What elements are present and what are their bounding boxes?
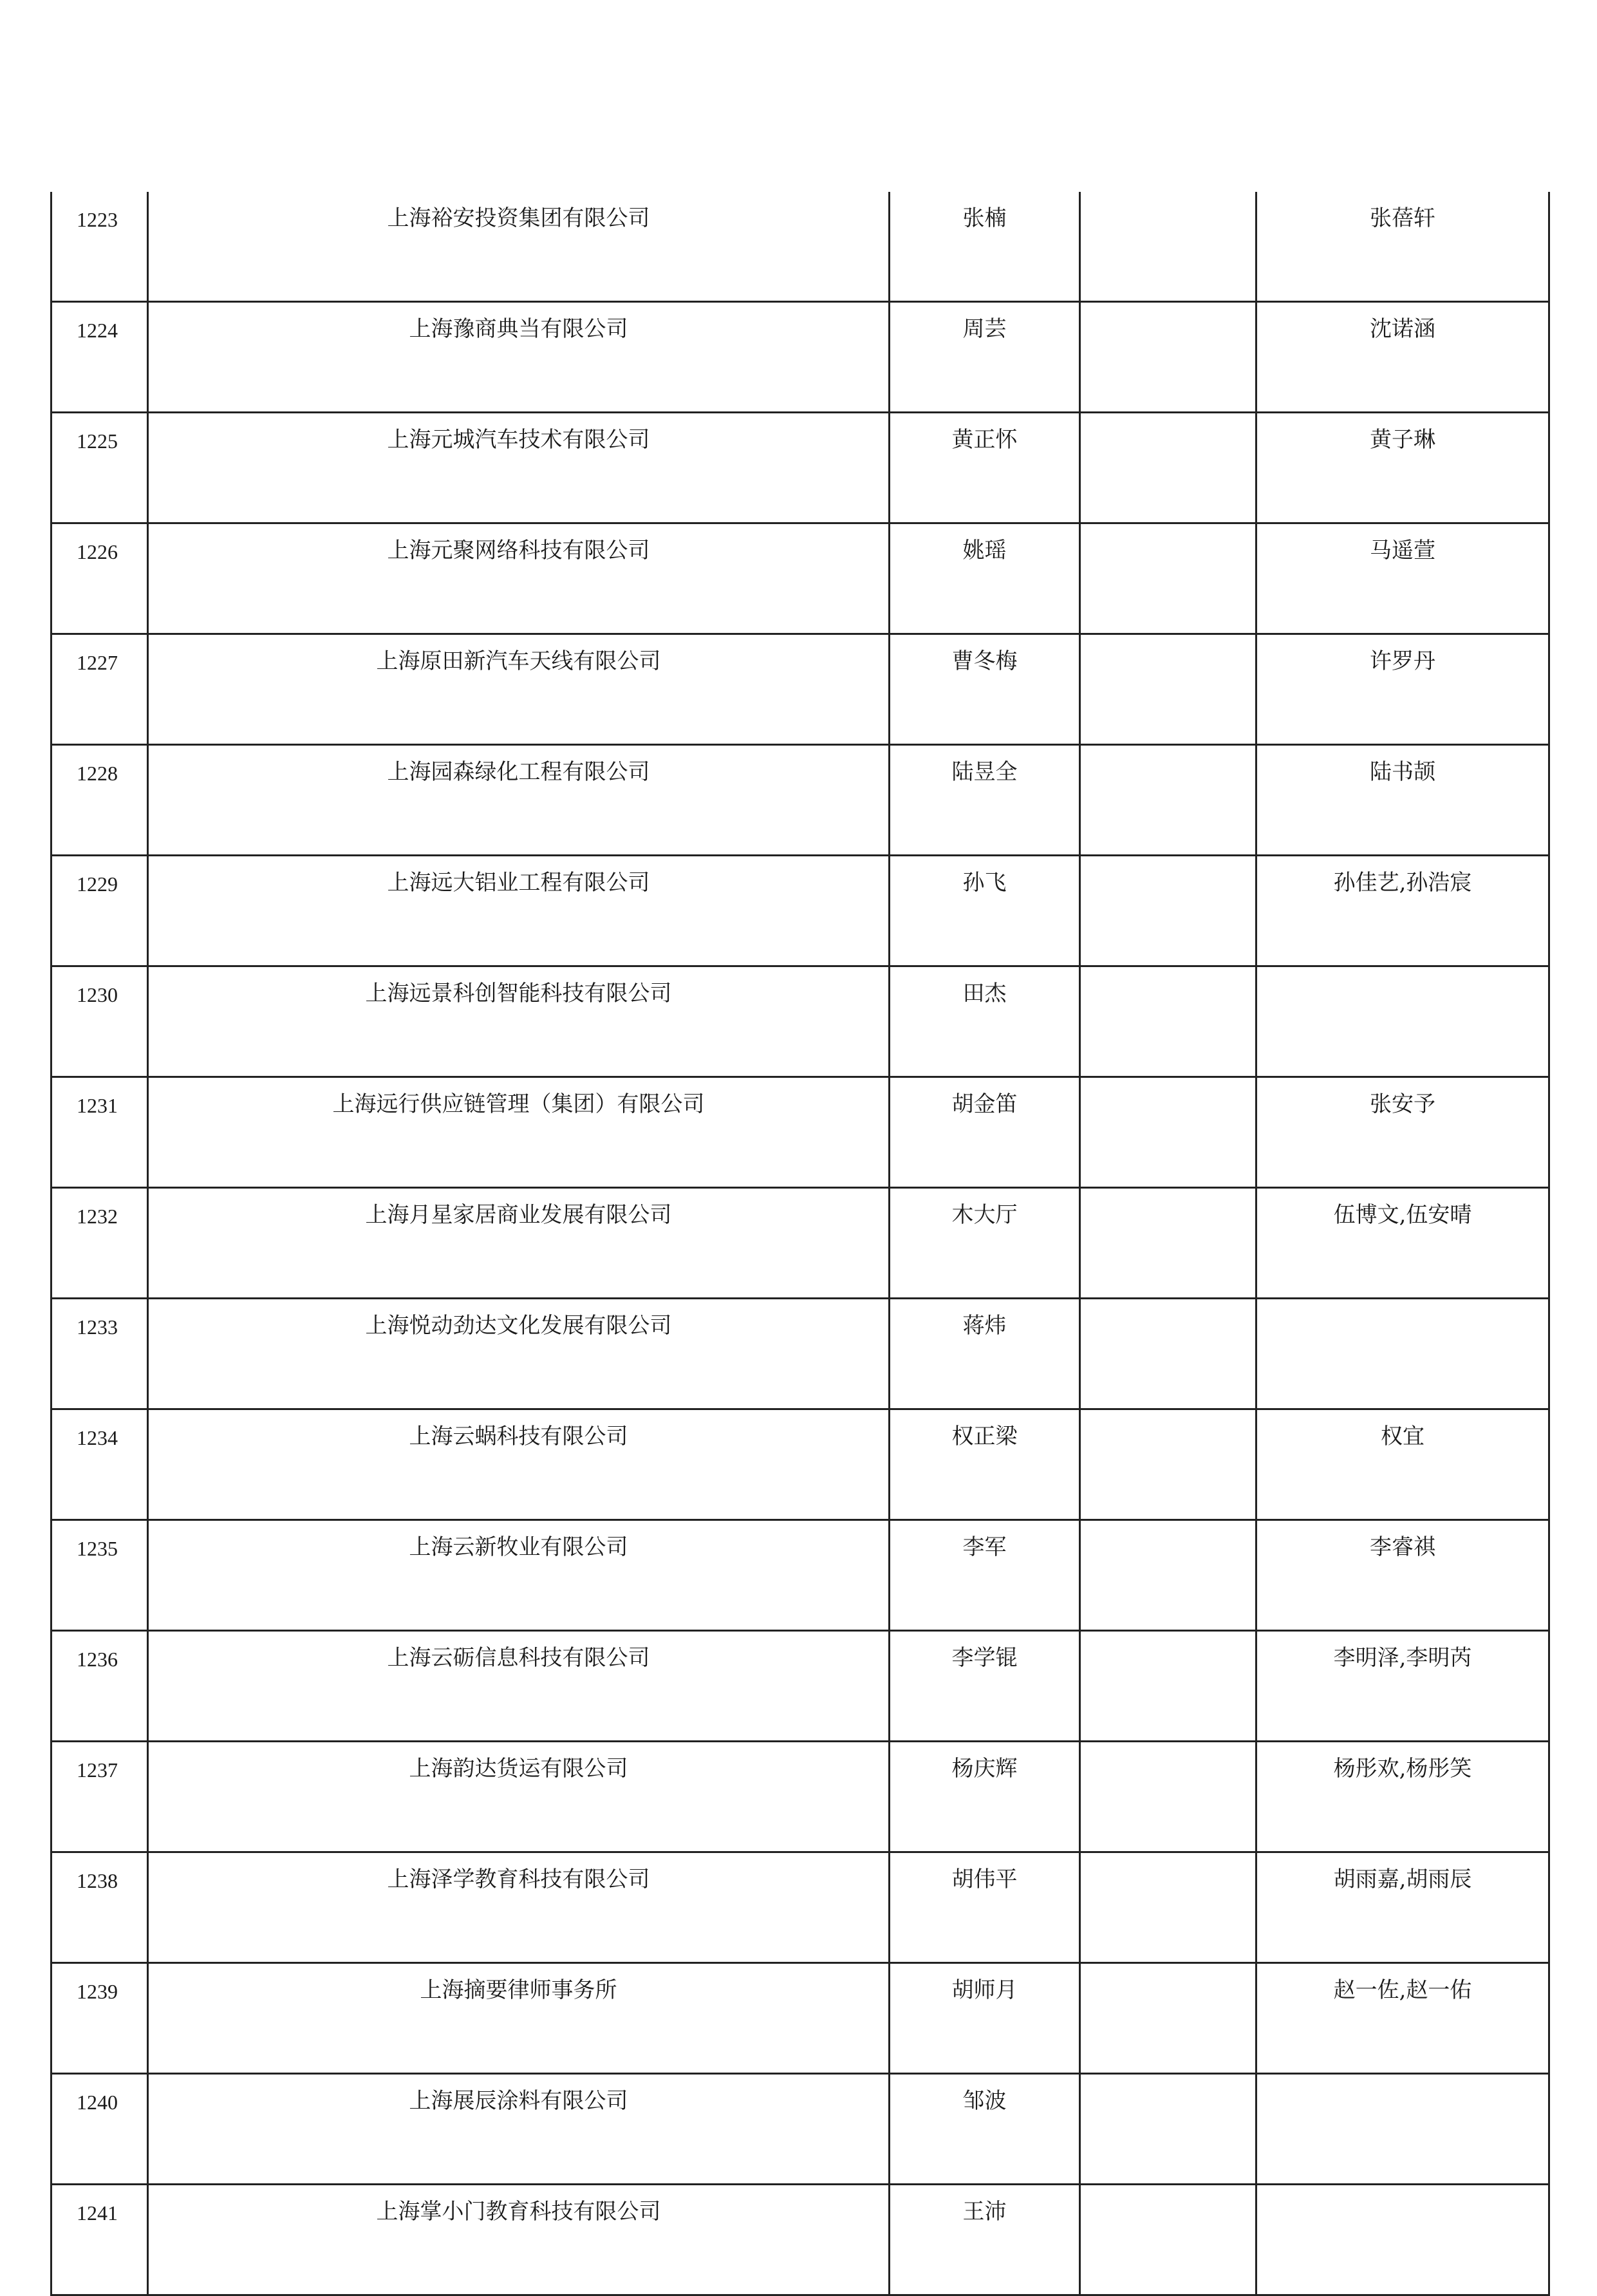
- children-names: 杨彤欢,杨彤笑: [1256, 1742, 1549, 1852]
- roster-body: [51, 192, 1549, 2295]
- person-name: 黄正怀: [890, 413, 1080, 523]
- row-number: 1223: [51, 192, 148, 302]
- table-row: [51, 1742, 1549, 1852]
- extra-cell: [1080, 413, 1256, 523]
- row-number: 1228: [51, 745, 148, 856]
- extra-cell: [1080, 745, 1256, 856]
- person-name: 李学锟: [890, 1631, 1080, 1742]
- children-names: 伍博文,伍安晴: [1256, 1188, 1549, 1299]
- table-row: [51, 302, 1549, 413]
- children-names: 沈诺涵: [1256, 302, 1549, 413]
- company-name: 上海云新牧业有限公司: [148, 1520, 890, 1631]
- table-row: [51, 192, 1549, 302]
- extra-cell: [1080, 2185, 1256, 2295]
- extra-cell: [1080, 634, 1256, 745]
- person-name: 胡师月: [890, 1963, 1080, 2074]
- table-row: [51, 413, 1549, 523]
- person-name: 姚瑶: [890, 523, 1080, 634]
- children-names: 张安予: [1256, 1077, 1549, 1188]
- children-names: [1256, 2185, 1549, 2295]
- row-number: 1224: [51, 302, 148, 413]
- table-row: [51, 1631, 1549, 1742]
- extra-cell: [1080, 1188, 1256, 1299]
- company-name: 上海月星家居商业发展有限公司: [148, 1188, 890, 1299]
- person-name: 曹冬梅: [890, 634, 1080, 745]
- extra-cell: [1080, 1963, 1256, 2074]
- children-names: [1256, 2074, 1549, 2185]
- company-name: 上海园森绿化工程有限公司: [148, 745, 890, 856]
- children-names: 陆书颉: [1256, 745, 1549, 856]
- table-row: [51, 634, 1549, 745]
- person-name: 周芸: [890, 302, 1080, 413]
- person-name: 蒋炜: [890, 1299, 1080, 1409]
- children-names: 黄子琳: [1256, 413, 1549, 523]
- person-name: 胡伟平: [890, 1852, 1080, 1963]
- row-number: 1229: [51, 856, 148, 966]
- row-number: 1236: [51, 1631, 148, 1742]
- row-number: 1225: [51, 413, 148, 523]
- row-number: 1234: [51, 1409, 148, 1520]
- company-name: 上海云砺信息科技有限公司: [148, 1631, 890, 1742]
- person-name: 胡金笛: [890, 1077, 1080, 1188]
- row-number: 1233: [51, 1299, 148, 1409]
- company-name: 上海展辰涂料有限公司: [148, 2074, 890, 2185]
- company-name: 上海云蜗科技有限公司: [148, 1409, 890, 1520]
- table-row: [51, 1963, 1549, 2074]
- children-names: [1256, 966, 1549, 1077]
- table-row: [51, 1188, 1549, 1299]
- row-number: 1226: [51, 523, 148, 634]
- person-name: 李军: [890, 1520, 1080, 1631]
- person-name: 杨庆辉: [890, 1742, 1080, 1852]
- row-number: 1241: [51, 2185, 148, 2295]
- row-number: 1238: [51, 1852, 148, 1963]
- children-names: 胡雨嘉,胡雨辰: [1256, 1852, 1549, 1963]
- person-name: 孙飞: [890, 856, 1080, 966]
- table-row: [51, 2074, 1549, 2185]
- children-names: 权宜: [1256, 1409, 1549, 1520]
- table-row: [51, 745, 1549, 856]
- company-name: 上海远景科创智能科技有限公司: [148, 966, 890, 1077]
- extra-cell: [1080, 1299, 1256, 1409]
- company-name: 上海远行供应链管理（集团）有限公司: [148, 1077, 890, 1188]
- children-names: [1256, 1299, 1549, 1409]
- row-number: 1235: [51, 1520, 148, 1631]
- company-name: 上海掌小门教育科技有限公司: [148, 2185, 890, 2295]
- extra-cell: [1080, 192, 1256, 302]
- table-row: [51, 1409, 1549, 1520]
- children-names: 赵一佐,赵一佑: [1256, 1963, 1549, 2074]
- person-name: 邹波: [890, 2074, 1080, 2185]
- children-names: 许罗丹: [1256, 634, 1549, 745]
- company-name: 上海豫商典当有限公司: [148, 302, 890, 413]
- row-number: 1240: [51, 2074, 148, 2185]
- company-name: 上海泽学教育科技有限公司: [148, 1852, 890, 1963]
- table-row: [51, 1520, 1549, 1631]
- extra-cell: [1080, 1409, 1256, 1520]
- company-name: 上海原田新汽车天线有限公司: [148, 634, 890, 745]
- extra-cell: [1080, 1077, 1256, 1188]
- person-name: 王沛: [890, 2185, 1080, 2295]
- row-number: 1232: [51, 1188, 148, 1299]
- children-names: 马遥萱: [1256, 523, 1549, 634]
- table-row: [51, 1077, 1549, 1188]
- company-name: 上海元聚网络科技有限公司: [148, 523, 890, 634]
- person-name: 田杰: [890, 966, 1080, 1077]
- table-row: [51, 2185, 1549, 2295]
- company-name: 上海远大铝业工程有限公司: [148, 856, 890, 966]
- company-name: 上海裕安投资集团有限公司: [148, 192, 890, 302]
- table-row: [51, 966, 1549, 1077]
- extra-cell: [1080, 966, 1256, 1077]
- extra-cell: [1080, 1742, 1256, 1852]
- extra-cell: [1080, 523, 1256, 634]
- extra-cell: [1080, 1631, 1256, 1742]
- person-name: 陆昱全: [890, 745, 1080, 856]
- company-name: 上海摘要律师事务所: [148, 1963, 890, 2074]
- person-name: 张楠: [890, 192, 1080, 302]
- extra-cell: [1080, 856, 1256, 966]
- children-names: 张蓓轩: [1256, 192, 1549, 302]
- company-name: 上海韵达货运有限公司: [148, 1742, 890, 1852]
- children-names: 李明泽,李明芮: [1256, 1631, 1549, 1742]
- row-number: 1230: [51, 966, 148, 1077]
- roster-table: [50, 192, 1550, 2296]
- extra-cell: [1080, 1852, 1256, 1963]
- extra-cell: [1080, 2074, 1256, 2185]
- company-name: 上海悦动劲达文化发展有限公司: [148, 1299, 890, 1409]
- person-name: 木大厅: [890, 1188, 1080, 1299]
- children-names: 孙佳艺,孙浩宸: [1256, 856, 1549, 966]
- row-number: 1231: [51, 1077, 148, 1188]
- row-number: 1237: [51, 1742, 148, 1852]
- table-row: [51, 1852, 1549, 1963]
- row-number: 1239: [51, 1963, 148, 2074]
- row-number: 1227: [51, 634, 148, 745]
- extra-cell: [1080, 1520, 1256, 1631]
- table-row: [51, 1299, 1549, 1409]
- table-row: [51, 523, 1549, 634]
- company-name: 上海元城汽车技术有限公司: [148, 413, 890, 523]
- extra-cell: [1080, 302, 1256, 413]
- person-name: 权正梁: [890, 1409, 1080, 1520]
- children-names: 李睿祺: [1256, 1520, 1549, 1631]
- table-row: [51, 856, 1549, 966]
